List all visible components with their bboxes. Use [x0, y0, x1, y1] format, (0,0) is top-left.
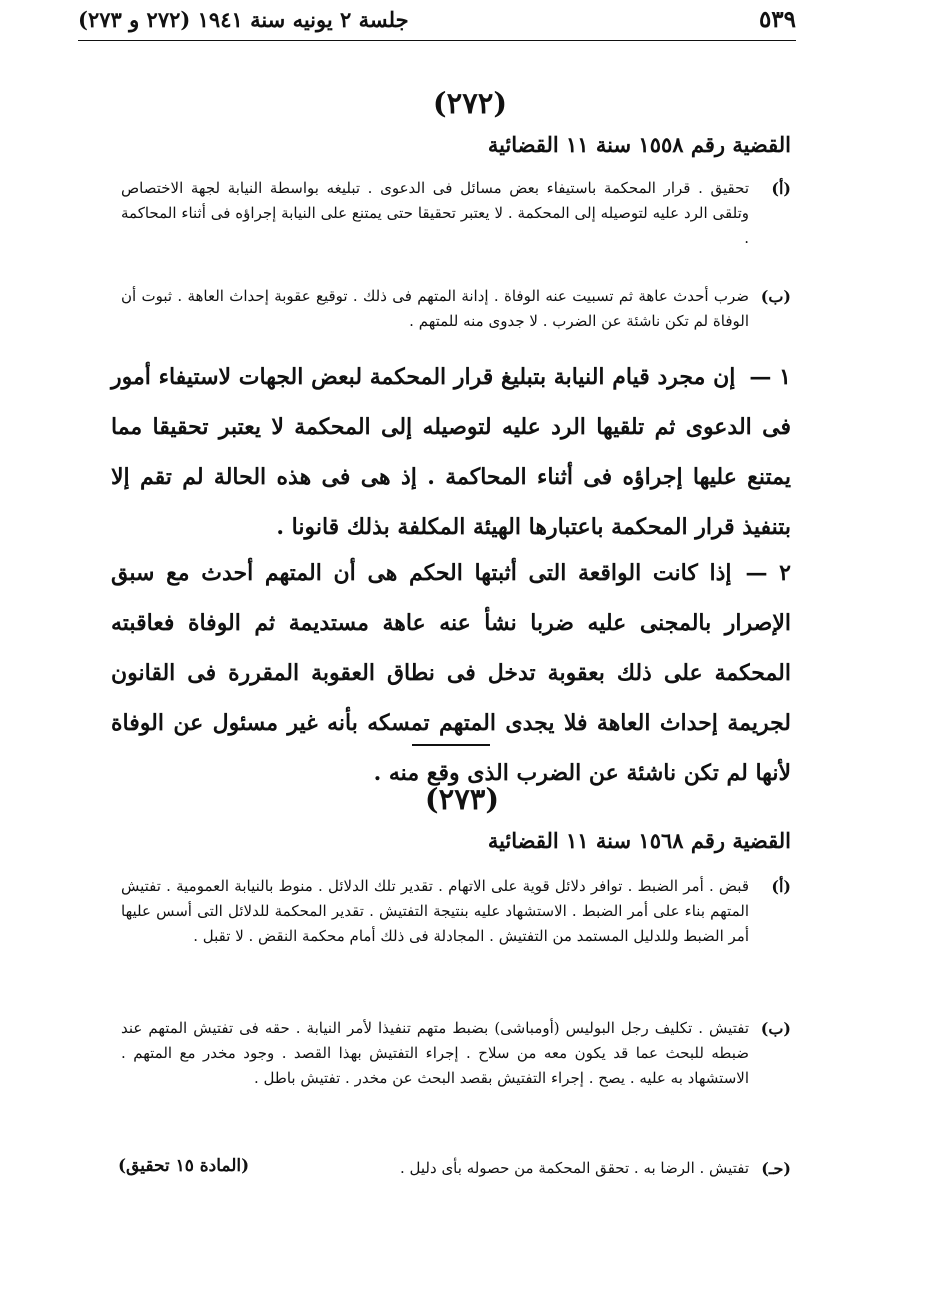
abstract-text: تحقيق . قرار المحكمة باستيفاء بعض مسائل فى الدعوى . تبليغه بواسطة النيابة لجهة الاختصاص وتلقى الرد عليه لتوصيله إلى المحكمة . لا يعتبر تحقيقا حتى يمتنع على النيابة إجراؤه فى أثناء المحاكمة .: [121, 179, 749, 247]
header-rule: [78, 40, 796, 41]
page-number: ٥٣٩: [758, 5, 796, 33]
abstract-letter: (أ): [771, 179, 791, 198]
abstract-272-b: [121, 284, 791, 334]
article-reference: (المادة ١٥ تحقيق): [118, 1156, 250, 1176]
case-label-273: القضية رقم ١٥٦٨ سنة ١١ القضائية: [487, 828, 791, 853]
principle-text: إذا كانت الواقعة التى أثبتها الحكم هى أن المتهم أحدث مع سبق الإصرار بالمجنى عليه ضربا نشأ عنه عاهة مستديمة ثم الوفاة فعاقبته المحكمة على ذلك بعقوبة تدخل فى نطاق العقوبة المقررة فى القانون لجريمة إحداث العاهة فلا يجدى المتهم تمسكه بأنه غير مسئول عن الوفاة لأنها لم تكن ناشئة عن الضرب الذى وقع منه .: [111, 560, 791, 786]
abstract-letter: (ب): [760, 1019, 791, 1038]
principle-272-1: [111, 352, 791, 552]
principle-number: ١ —: [749, 364, 791, 390]
abstract-273-b: [121, 1016, 791, 1091]
case-number-273: (٢٧٣): [424, 782, 500, 816]
abstract-letter: (ب): [760, 287, 791, 306]
abstract-text: ضرب أحدث عاهة ثم تسبيت عنه الوفاة . إدانة المتهم فى ذلك . توقيع عقوبة إحداث العاهة . ثبوت أن الوفاة لم تكن ناشئة عن الضرب . لا جدوى منه للمتهم .: [121, 287, 749, 330]
principle-272-2: [111, 548, 791, 798]
principle-text: إن مجرد قيام النيابة بتبليغ قرار المحكمة لبعض الجهات لاستيفاء أمور فى الدعوى ثم تلقيها الرد عليه لتوصيله إلى المحكمة لا يعتبر تحقيقا مما يمتنع عليها إجراؤه فى أثناء المحاكمة . إذ هى فى هذه الحالة لم تقم إلا بتنفيذ قرار المحكمة باعتبارها الهيئة المكلفة بذلك قانونا .: [111, 364, 791, 540]
section-separator: [412, 744, 490, 746]
page-header: [78, 4, 796, 34]
session-title: جلسة ٢ يونيه سنة ١٩٤١ (٢٧٢ و ٢٧٣): [78, 6, 409, 32]
abstract-273-a: [121, 874, 791, 949]
abstract-letter: (أ): [771, 877, 791, 896]
abstract-text: قبض . أمر الضبط . توافر دلائل قوية على الاتهام . تقدير تلك الدلائل . منوط بالنيابة العمومية . تفتيش المتهم بناء على أمر الضبط . الاستشهاد عليه بنتيجة التفتيش . تقدير المحكمة للدلائل التى أسس عليها أمر الضبط وللدليل المستمد من التفتيش . المجادلة فى ذلك أمام محكمة النقض . لا تقبل .: [121, 877, 749, 945]
case-number-272: (٢٧٢): [432, 86, 508, 120]
case-label-272: القضية رقم ١٥٥٨ سنة ١١ القضائية: [487, 132, 791, 157]
abstract-letter: (حـ): [761, 1159, 791, 1178]
abstract-text: تفتيش . الرضا به . تحقق المحكمة من حصوله بأى دليل .: [400, 1159, 749, 1177]
abstract-273-c: [321, 1156, 791, 1181]
abstract-272-a: [121, 176, 791, 251]
abstract-text: تفتيش . تكليف رجل البوليس (أومباشى) بضبط متهم تنفيذا لأمر النيابة . حقه فى تفتيش المتهم عند ضبطه للبحث عما قد يكون معه من سلاح . إجراء التفتيش بهذا القصد . وجود مخدر مع المتهم . الاستشهاد به عليه . يصح . إجراء التفتيش بقصد البحث عن مخدر . تفتيش باطل .: [121, 1019, 749, 1087]
principle-number: ٢ —: [745, 560, 791, 586]
